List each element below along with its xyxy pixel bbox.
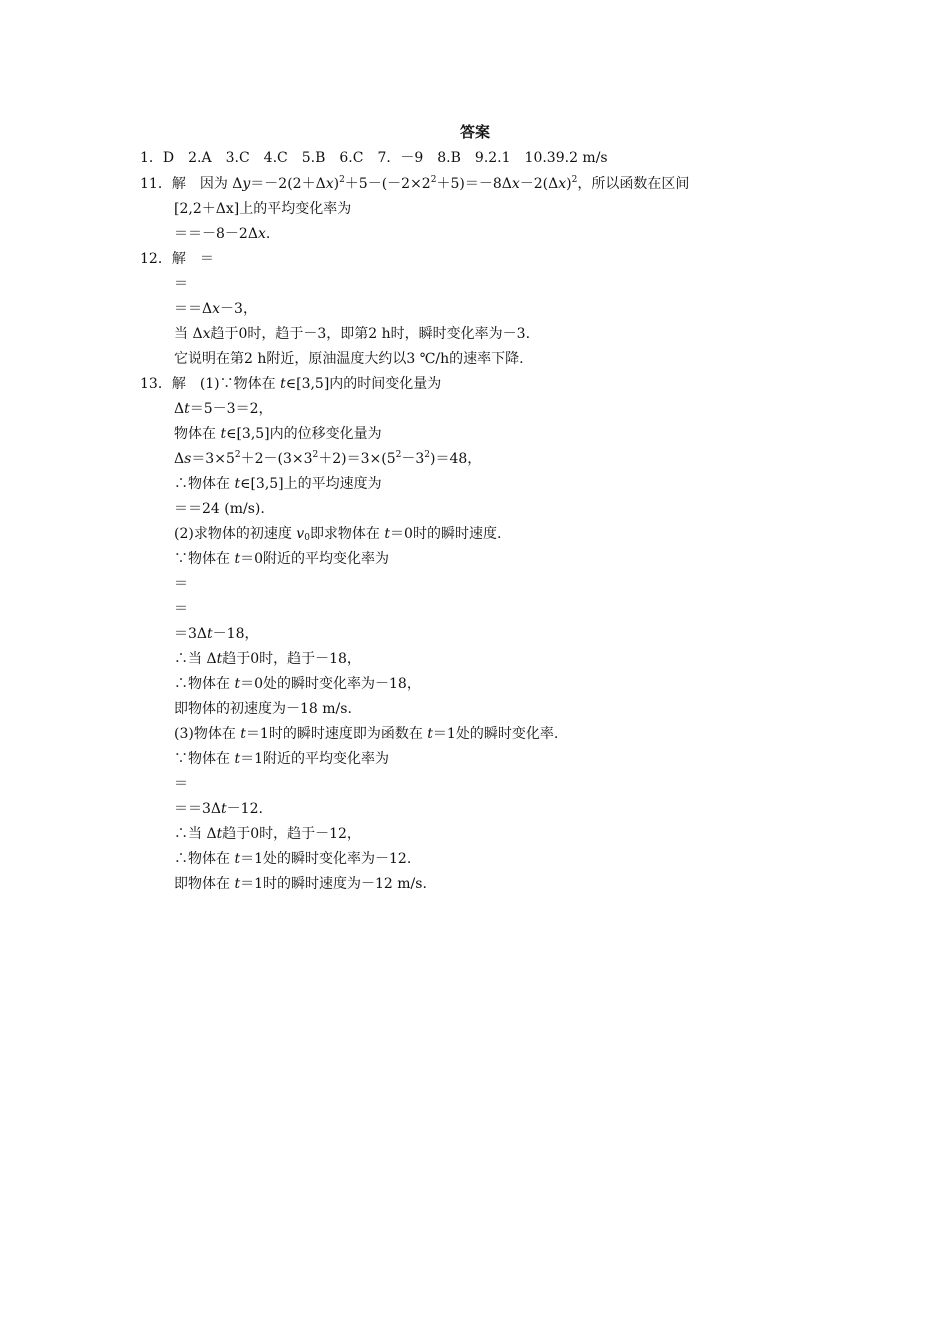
answer-title: 答案: [459, 123, 490, 141]
q11-line-3: ＝＝－8－2Δx.: [174, 226, 271, 242]
q12-line-2: ＝: [174, 276, 188, 292]
q13-line-10: ＝: [174, 601, 188, 617]
q12-line-4: 当 Δx趋于0时，趋于－3，即第2 h时，瞬时变化率为－3.: [174, 326, 531, 342]
q11-line-2: [2,2＋Δx]上的平均变化率为: [174, 201, 352, 217]
q12-line-1: 12．解 ＝: [140, 251, 214, 267]
q13-line-12: ∴当 Δt趋于0时，趋于－18，: [174, 651, 361, 667]
q13-line-14: 即物体的初速度为－18 m/s.: [174, 701, 352, 717]
q13-line-3: 物体在 t∈[3,5]内的位移变化量为: [174, 426, 382, 442]
q13-line-16: ∵物体在 t＝1附近的平均变化率为: [174, 751, 390, 767]
q13-line-7: (2)求物体的初速度 $v_0$即求物体在 t＝0时的瞬时速度.: [174, 526, 502, 543]
q13-line-15: (3)物体在 t＝1时的瞬时速度即为函数在 t＝1处的瞬时变化率.: [174, 726, 559, 742]
q13-line-5: ∴物体在 t∈[3,5]上的平均速度为: [174, 476, 382, 492]
q13-line-11: ＝3Δt－18，: [174, 626, 259, 642]
q12-line-5: 它说明在第2 h附近，原油温度大约以3 ℃/h的速率下降.: [174, 351, 524, 367]
q13-line-18: ＝＝3Δt－12.: [174, 801, 263, 817]
q11-line-1: 11．解 因为 $\Delta y=-2(2+\Delta x)^2+5-(-2\times 2^2+5)=-8\Delta x-2(\Delta x)^2$，所以函数在区间: [140, 175, 690, 192]
q13-line-20: ∴物体在 t＝1处的瞬时变化率为－12.: [174, 851, 412, 867]
q13-line-4: $\Delta s=3\times 5^2+2-(3\times 3^2+2)=3\times(5^2-3^2)=48$，: [174, 450, 482, 467]
q13-line-13: ∴物体在 t＝0处的瞬时变化率为－18，: [174, 676, 421, 692]
q13-line-17: ＝: [174, 776, 188, 792]
q12-line-3: ＝＝Δx－3，: [174, 301, 257, 317]
q13-line-8: ∵物体在 t＝0附近的平均变化率为: [174, 551, 390, 567]
q13-line-1: 13．解 (1)∵物体在 t∈[3,5]内的时间变化量为: [140, 376, 442, 392]
q13-line-2: Δt＝5－3＝2，: [174, 401, 273, 417]
q13-line-21: 即物体在 t＝1时的瞬时速度为－12 m/s.: [174, 876, 427, 892]
answers-1-10: 1．D 2.A 3.C 4.C 5.B 6.C 7．－9 8.B 9.2.1 10.39.2 m/s: [140, 150, 608, 166]
q13-line-19: ∴当 Δt趋于0时，趋于－12，: [174, 826, 361, 842]
q13-line-9: ＝: [174, 576, 188, 592]
q13-line-6: ＝＝24 (m/s).: [174, 501, 265, 517]
